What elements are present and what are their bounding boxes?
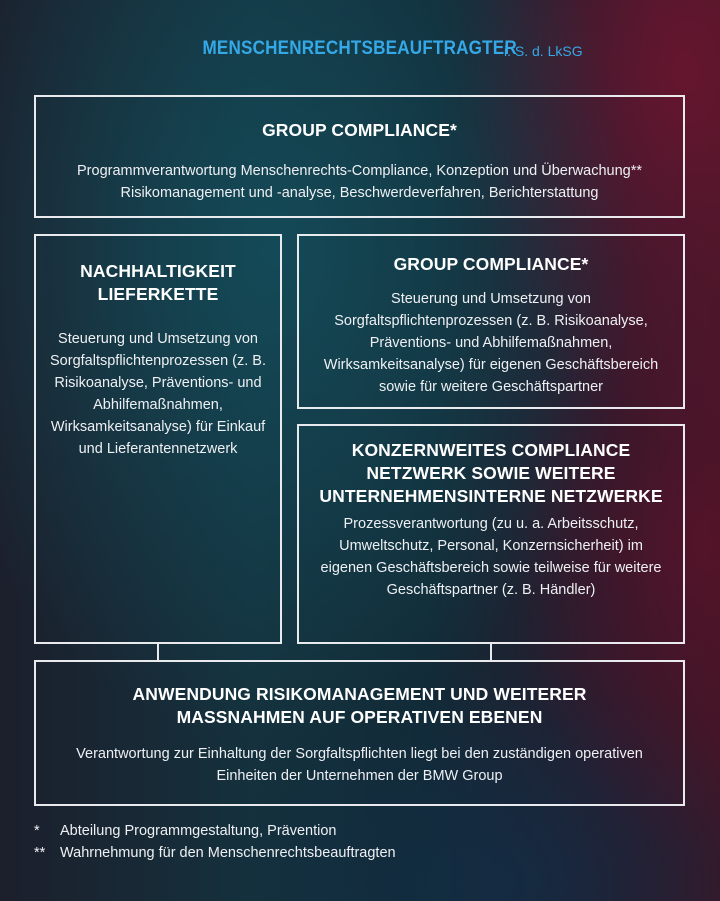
box-group-compliance-right xyxy=(297,234,685,409)
box-heading: NACHHALTIGKEIT LIEFERKETTE xyxy=(80,261,236,304)
footnotes xyxy=(34,820,396,864)
footnote-text: Abteilung Programmgestaltung, Prävention xyxy=(60,823,337,839)
box-text: Steuerung und Umsetzung von Sorgfaltspflichtenprozessen (z. B. Risikoanalyse, Präventions- und Abhilfemaßnahmen, Wirksamkeitsanalyse) für eigenen Geschäftsbereich sowie für weitere Geschäftspartner xyxy=(323,291,659,395)
box-text: Programmverantwortung Menschenrechts-Compliance, Konzeption und Überwachung** Risikomanagement und -analyse, Beschwerdeverfahren, Berichterstattung xyxy=(77,163,642,201)
box-heading: ANWENDUNG RISIKOMANAGEMENT UND WEITERER MASSNAHMEN AUF OPERATIVEN EBENEN xyxy=(132,684,587,727)
diagram-title: MENSCHENRECHTSBEAUFTRAGTER xyxy=(202,38,518,59)
footnote-mark: ** xyxy=(34,845,46,861)
footnote xyxy=(34,820,396,842)
box-nachhaltigkeit-lieferkette xyxy=(34,234,282,644)
footnote-mark: * xyxy=(34,823,40,839)
box-heading: KONZERNWEITES COMPLIANCE NETZWERK SOWIE WEITERE UNTERNEHMENSINTERNE NETZWERKE xyxy=(319,440,663,506)
box-operative-ebenen xyxy=(34,660,685,806)
footnote xyxy=(34,842,396,864)
footnote-text: Wahrnehmung für den Menschenrechtsbeauftragten xyxy=(60,845,396,861)
diagram-header xyxy=(0,38,720,60)
box-text: Steuerung und Umsetzung von Sorgfaltspflichtenprozessen (z. B. Risikoanalyse, Präventions- und Abhilfemaßnahmen, Wirksamkeitsanalyse) für Einkauf und Lieferantennetzwerk xyxy=(50,331,266,457)
connector-line-right xyxy=(490,644,492,660)
diagram-subtitle: i. S. d. LkSG xyxy=(504,43,583,59)
box-group-compliance-top xyxy=(34,95,685,218)
box-compliance-netzwerk xyxy=(297,424,685,644)
connector-line-left xyxy=(157,644,159,660)
box-text: Verantwortung zur Einhaltung der Sorgfaltspflichten liegt bei den zuständigen operativen Einheiten der Unternehmen der BMW Group xyxy=(76,746,643,784)
box-heading: GROUP COMPLIANCE* xyxy=(393,254,589,274)
box-heading: GROUP COMPLIANCE* xyxy=(262,120,457,140)
box-text: Prozessverantwortung (zu u. a. Arbeitsschutz, Umweltschutz, Personal, Konzernsicherheit) im eigenen Geschäftsbereich sowie teilweise für weitere Geschäftspartner (z. B. Händler) xyxy=(320,516,662,598)
